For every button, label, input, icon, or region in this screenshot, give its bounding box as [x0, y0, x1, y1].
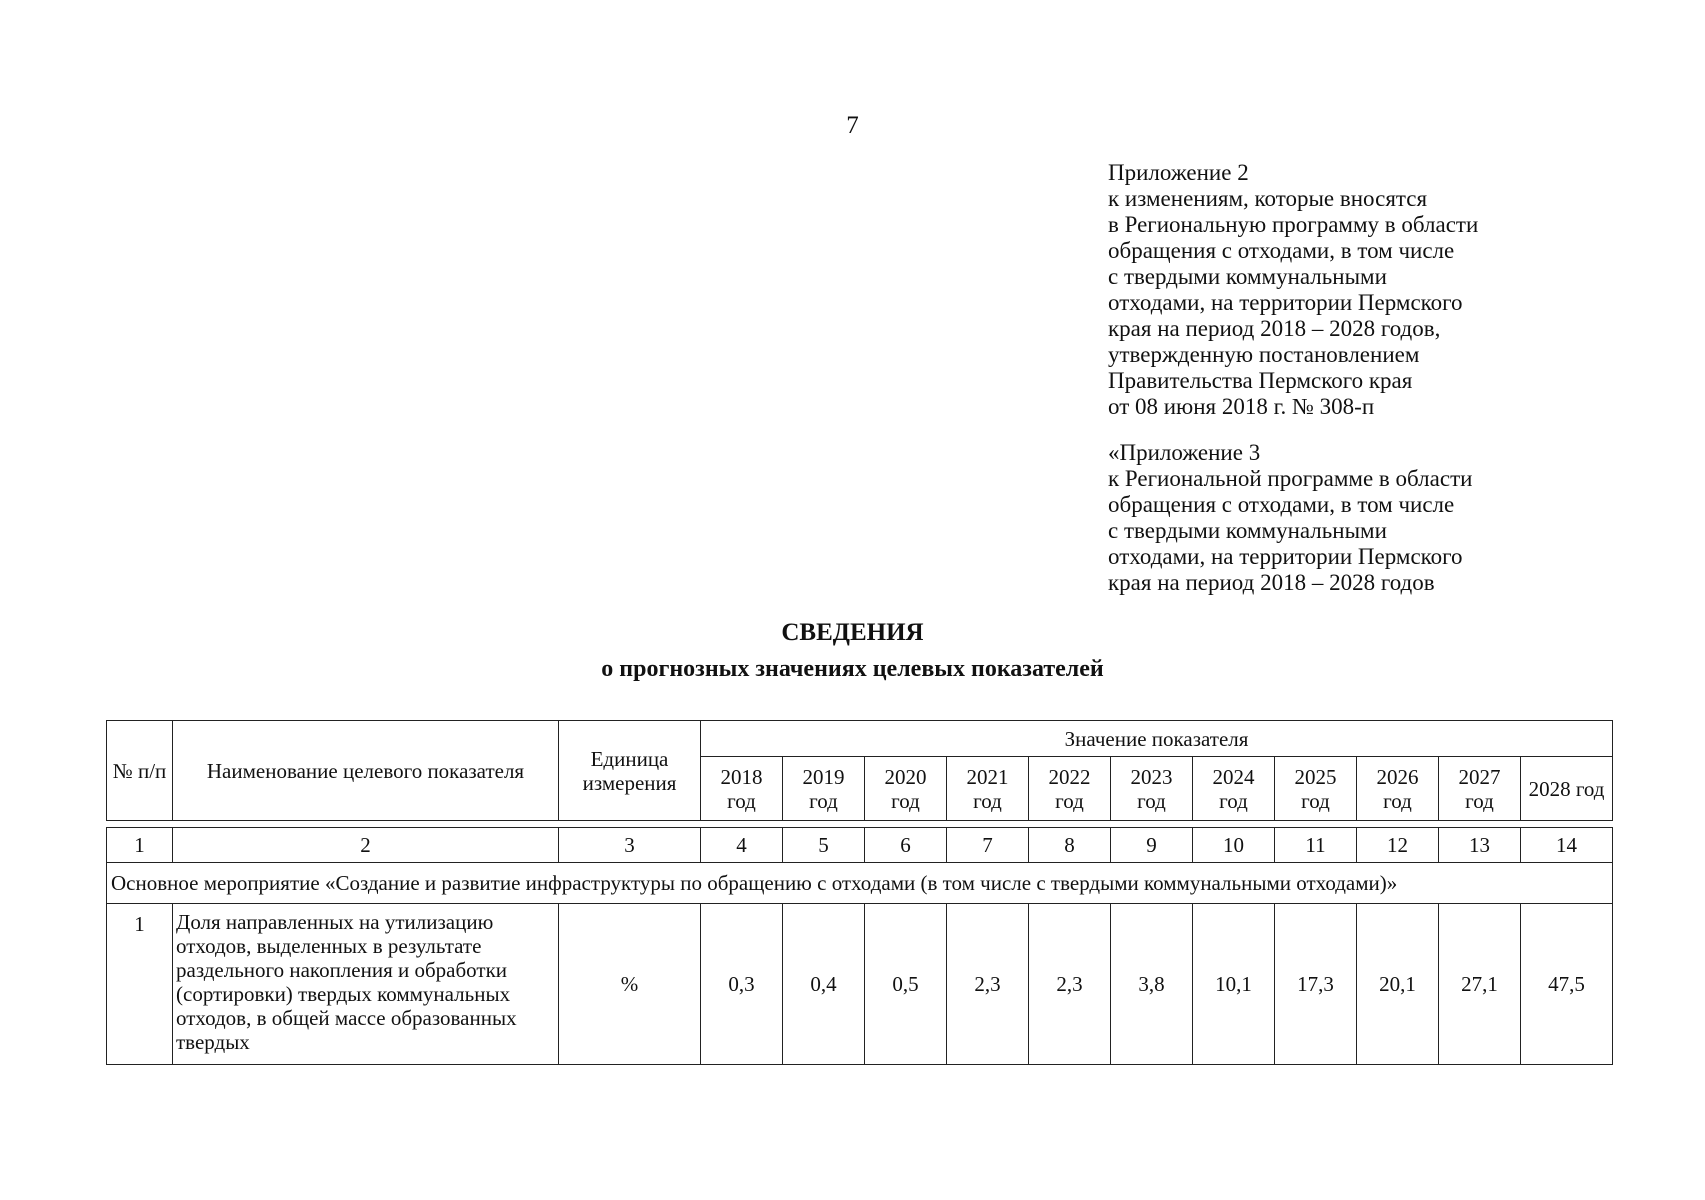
header-year: 2021 год	[947, 757, 1029, 821]
column-number: 4	[701, 828, 783, 863]
value-cell: 0,5	[865, 904, 947, 1065]
header-num: № п/п	[107, 721, 173, 821]
document-subtitle: о прогнозных значениях целевых показателей	[601, 656, 1104, 682]
value-cell: 47,5	[1521, 904, 1613, 1065]
section-title: Основное мероприятие «Создание и развитие инфраструктуры по обращению с отходами (в том числе с твердыми коммунальными отходами)»	[107, 863, 1613, 904]
value-cell: 0,4	[783, 904, 865, 1065]
value-cell: 20,1	[1357, 904, 1439, 1065]
header-year: 2027 год	[1439, 757, 1521, 821]
column-number: 11	[1275, 828, 1357, 863]
table-row	[107, 904, 1613, 1065]
column-number: 12	[1357, 828, 1439, 863]
column-number-row	[107, 828, 1613, 863]
value-cell: 2,3	[947, 904, 1029, 1065]
column-number: 10	[1193, 828, 1275, 863]
value-cell: 3,8	[1111, 904, 1193, 1065]
value-cell: 17,3	[1275, 904, 1357, 1065]
document-title: СВЕДЕНИЯ	[781, 619, 924, 646]
value-cell: 27,1	[1439, 904, 1521, 1065]
value-cell: 2,3	[1029, 904, 1111, 1065]
header-year: 2023 год	[1111, 757, 1193, 821]
indicators-table	[106, 720, 1613, 1065]
column-number: 7	[947, 828, 1029, 863]
column-number: 8	[1029, 828, 1111, 863]
header-year: 2018 год	[701, 757, 783, 821]
header-unit: Единица измерения	[559, 721, 701, 821]
value-cell: 0,3	[701, 904, 783, 1065]
column-number: 14	[1521, 828, 1613, 863]
column-number: 6	[865, 828, 947, 863]
column-number: 9	[1111, 828, 1193, 863]
table-header-row	[107, 721, 1613, 757]
column-number: 2	[173, 828, 559, 863]
column-number: 5	[783, 828, 865, 863]
header-year: 2022 год	[1029, 757, 1111, 821]
row-number: 1	[107, 904, 173, 1065]
header-year: 2026 год	[1357, 757, 1439, 821]
header-year: 2025 год	[1275, 757, 1357, 821]
appendix-note-1: Приложение 2 к изменениям, которые вносятся в Региональную программу в области обращения с отходами, в том числе с твердыми коммунальными отходами, на территории Пермского края на период 2018 – 2028 годов, утвержденную постановлением Правительства Пермского края от 08 июня 2018 г. № 308-п	[1108, 160, 1479, 419]
header-year: 2020 год	[865, 757, 947, 821]
value-cell: 10,1	[1193, 904, 1275, 1065]
header-values-group: Значение показателя	[701, 721, 1613, 757]
appendix-note-2: «Приложение 3 к Региональной программе в области обращения с отходами, в том числе с твердыми коммунальными отходами, на территории Пермского края на период 2018 – 2028 годов	[1108, 440, 1473, 595]
header-name: Наименование целевого показателя	[173, 721, 559, 821]
table-gap	[107, 821, 1613, 828]
header-year: 2024 год	[1193, 757, 1275, 821]
header-year: 2019 год	[783, 757, 865, 821]
column-number: 1	[107, 828, 173, 863]
section-row	[107, 863, 1613, 904]
unit-cell: %	[559, 904, 701, 1065]
indicator-name: Доля направленных на утилизацию отходов, выделенных в результате раздельного накопления и обработки (сортировки) твердых коммунальных отходов, в общей массе образованных твердых	[173, 904, 559, 1065]
column-number: 3	[559, 828, 701, 863]
column-number: 13	[1439, 828, 1521, 863]
page-number: 7	[846, 112, 859, 139]
header-year: 2028 год	[1521, 757, 1613, 821]
